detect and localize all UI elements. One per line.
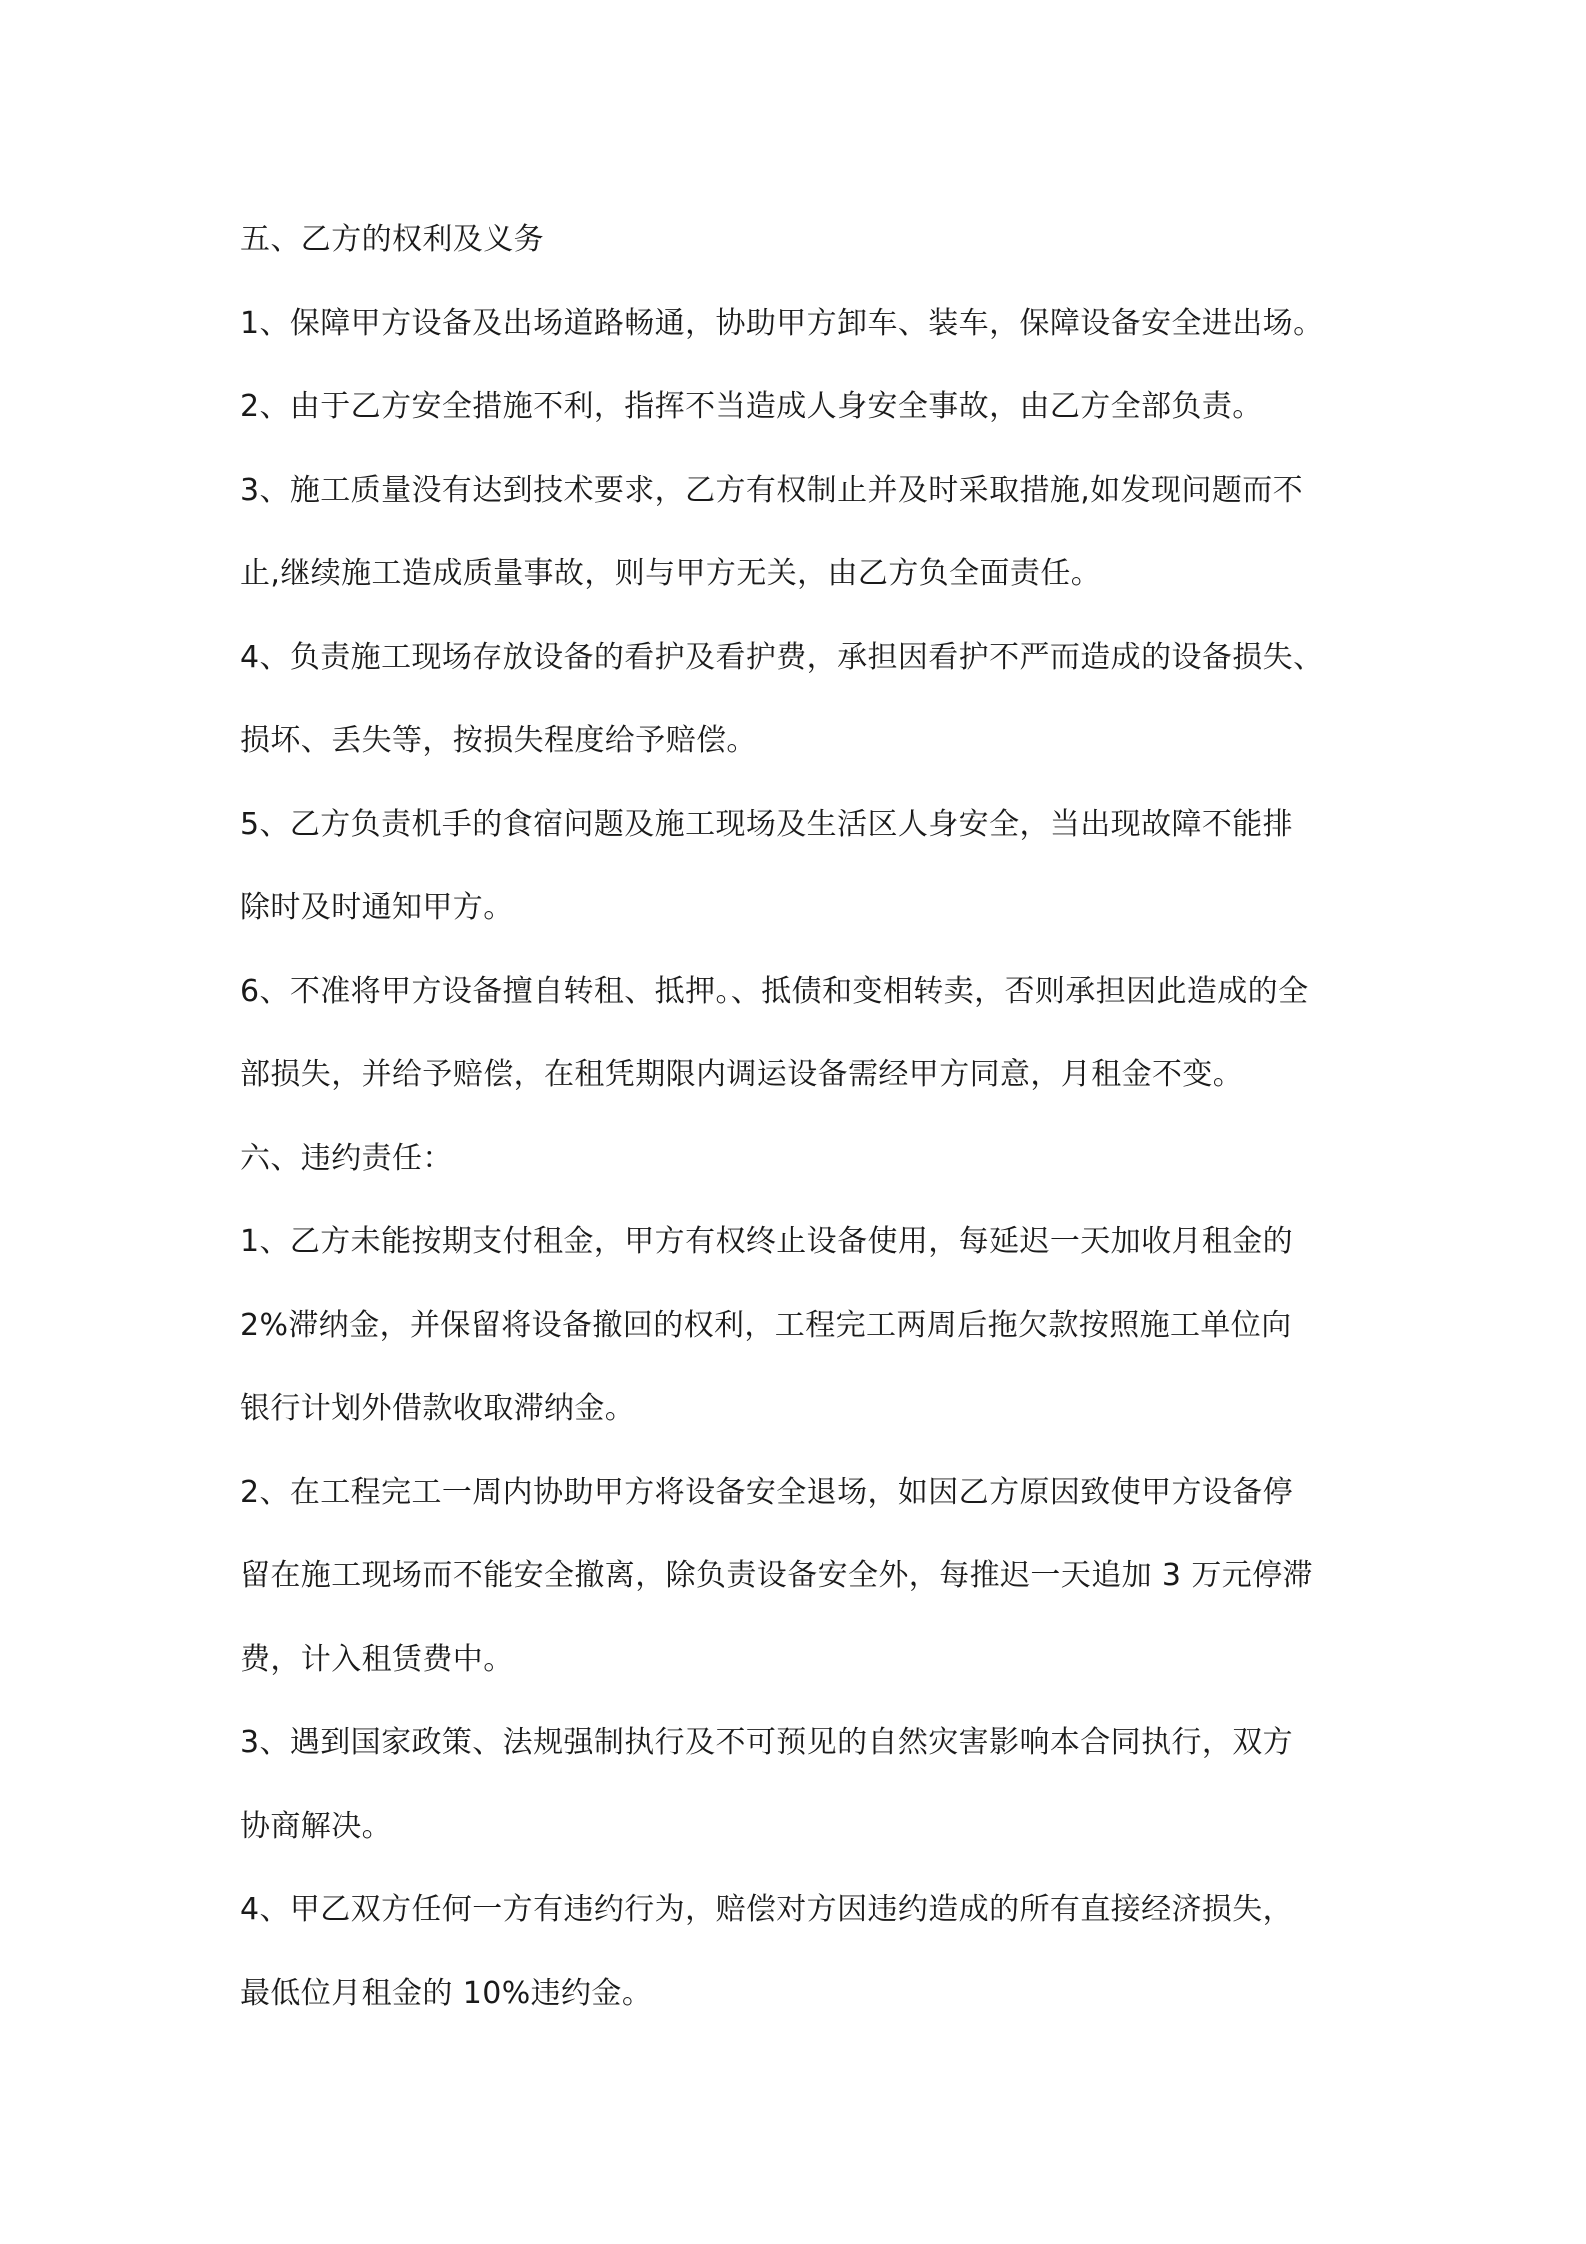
- paragraph-line: 2、在工程完工一周内协助甲方将设备安全退场，如因乙方原因致使甲方设备停: [240, 1474, 1294, 1510]
- paragraph-line: 费，计入租赁费中。: [240, 1641, 514, 1677]
- paragraph-line: 损坏、丢失等，按损失程度给予赔偿。: [240, 723, 757, 758]
- section-heading-breach: 六、违约责任：: [240, 1140, 453, 1176]
- paragraph-line: 5、乙方负责机手的食宿问题及施工现场及生活区人身安全，当出现故障不能排: [240, 806, 1294, 842]
- paragraph-line: 最低位月租金的 10%违约金。: [240, 1975, 653, 2011]
- paragraph-line: 留在施工现场而不能安全撤离，除负责设备安全外，每推迟一天追加 3 万元停滞: [240, 1558, 1313, 1593]
- paragraph-line: 6、不准将甲方设备擅自转租、抵押。、抵债和变相转卖，否则承担因此造成的全: [240, 973, 1309, 1009]
- document-body: [240, 198, 1366, 2035]
- paragraph-line: 银行计划外借款收取滞纳金。: [240, 1391, 636, 1426]
- section-heading-obligations: 五、乙方的权利及义务: [240, 222, 544, 257]
- paragraph-line: 2%滞纳金，并保留将设备撤回的权利，工程完工两周后拖欠款按照施工单位向: [240, 1307, 1292, 1343]
- paragraph-line: 1、乙方未能按期支付租金，甲方有权终止设备使用，每延迟一天加收月租金的: [240, 1224, 1294, 1259]
- paragraph-line: 3、施工质量没有达到技术要求，乙方有权制止并及时采取措施,如发现问题而不: [240, 472, 1304, 508]
- paragraph-line: 3、遇到国家政策、法规强制执行及不可预见的自然灾害影响本合同执行，双方: [240, 1725, 1294, 1760]
- paragraph-line: 协商解决。: [240, 1808, 392, 1844]
- paragraph-line: 部损失，并给予赔偿，在租凭期限内调运设备需经甲方同意，月租金不变。: [240, 1057, 1244, 1092]
- paragraph-line: 4、甲乙双方任何一方有违约行为，赔偿对方因违约造成的所有直接经济损失，: [240, 1892, 1294, 1927]
- paragraph-line: 4、负责施工现场存放设备的看护及看护费，承担因看护不严而造成的设备损失、: [240, 639, 1324, 675]
- paragraph-line: 1、保障甲方设备及出场道路畅通，协助甲方卸车、装车，保障设备安全进出场。: [240, 305, 1324, 341]
- paragraph-line: 除时及时通知甲方。: [240, 890, 514, 925]
- paragraph-line: 止,继续施工造成质量事故，则与甲方无关，由乙方负全面责任。: [240, 556, 1102, 591]
- paragraph-line: 2、由于乙方安全措施不利，指挥不当造成人身安全事故，由乙方全部负责。: [240, 389, 1263, 424]
